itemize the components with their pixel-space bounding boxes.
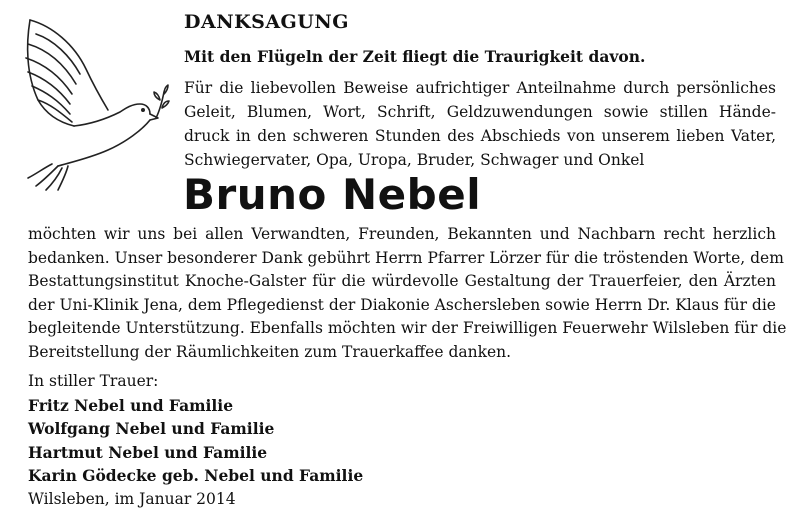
body-line: begleitende Unterstützung. Ebenfalls möchten wir der Freiwilligen Feuerwehr Wilsleben für die bbox=[28, 319, 787, 338]
mourner-entry: Wolfgang Nebel und Familie bbox=[28, 419, 275, 438]
intro-line: Für die liebevollen Beweise aufrichtiger Anteilnahme durch persönliches bbox=[184, 79, 776, 97]
mourner-entry: Karin Gödecke geb. Nebel und Familie bbox=[28, 466, 364, 485]
intro-line: druck in den schweren Stunden des Abschieds von unserem lieben Vater, bbox=[184, 127, 776, 145]
body-line: der Uni-Klinik Jena, dem Pflegedienst der Diakonie Aschersleben sowie Herrn Dr. Klaus für die bbox=[28, 295, 776, 314]
motto: Mit den Flügeln der Zeit fliegt die Traurigkeit davon. bbox=[184, 47, 646, 66]
body-line: Bereitstellung der Räumlichkeiten zum Trauerkaffee danken. bbox=[28, 342, 512, 361]
mourner-entry: Hartmut Nebel und Familie bbox=[28, 442, 268, 462]
mourners-block bbox=[28, 370, 363, 488]
body-line: bedanken. Unser besonderer Dank gebührt Herrn Pfarrer Lörzer für die tröstenden Worte, dem bbox=[28, 248, 784, 267]
place-date: Wilsleben, im Januar 2014 bbox=[28, 490, 236, 508]
body-paragraph bbox=[28, 223, 787, 365]
dove-with-olive-branch-icon bbox=[22, 14, 172, 192]
body-line: möchten wir uns bei allen Verwandten, Freunden, Bekannten und Nachbarn recht herzlich bbox=[28, 225, 776, 243]
mourners-label: In stiller Trauer: bbox=[28, 372, 159, 390]
mourner-entry: Fritz Nebel und Familie bbox=[28, 395, 234, 415]
intro-line: Geleit, Blumen, Wort, Schrift, Geldzuwendungen sowie stillen Hände- bbox=[184, 103, 776, 121]
heading: DANKSAGUNG bbox=[184, 11, 349, 33]
body-line: Bestattungsinstitut Knoche-Galster für die würdevolle Gestaltung der Trauerfeier, den Ärzten bbox=[28, 272, 776, 291]
intro-line: Schwiegervater, Opa, Uropa, Bruder, Schwager und Onkel bbox=[184, 151, 645, 169]
deceased-name: Bruno Nebel bbox=[183, 170, 482, 219]
intro-paragraph bbox=[184, 76, 776, 172]
